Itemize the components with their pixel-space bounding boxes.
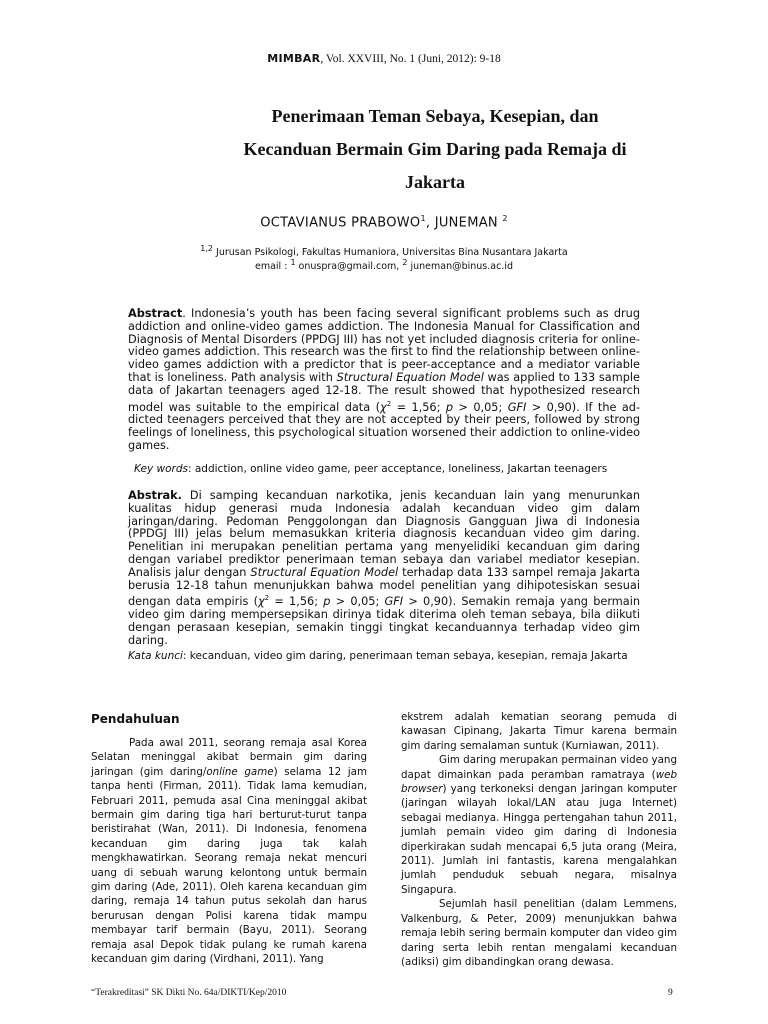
affiliation-marker: 1,2: [200, 244, 214, 253]
chi-symbol: χ: [257, 595, 265, 609]
body-text: Gim daring merupakan permainan video yang dapat dimainkan pada peramban ramatraya (: [401, 754, 677, 781]
abstract-text: > 0,90). If the ad-dicted teenagers perceived that they are not accepted by their peers, followed by strong feelings of loneliness, this psychological situation worsened their addiction to online-video games.: [128, 400, 641, 452]
kata-kunci-text: : kecanduan, video gim daring, penerimaan teman sebaya, kesepian, remaja Jakarta: [182, 650, 628, 662]
right-column: [401, 710, 677, 969]
p-symbol: p: [323, 595, 331, 609]
author-2-marker: 2: [502, 214, 508, 223]
body-paragraph: Sejumlah hasil penelitian (dalam Lemmens, Valkenburg, & Peter, 2009) menunjukkan bahwa remaja lebih sering bermain komputer dan video gim daring serta lebih rentan mengalami kecanduan (adiksi) gim dibandingkan orang dewasa.: [401, 898, 677, 968]
email-1[interactable]: onuspra@gmail.com,: [295, 261, 403, 273]
keywords-english: [134, 463, 646, 475]
abstrak-text: = 1,56;: [269, 595, 324, 609]
author-separator: ,: [425, 215, 435, 231]
gfi-symbol: GFI: [384, 595, 404, 609]
body-paragraph: [91, 736, 367, 967]
gfi-symbol: GFI: [507, 400, 527, 414]
body-italic: online game: [206, 765, 274, 778]
section-heading: Pendahuluan: [91, 712, 180, 726]
email-2-marker: 2: [402, 258, 408, 267]
left-column: [91, 736, 367, 967]
author-1: OCTAVIANUS PRABOWO: [260, 215, 421, 231]
page-number: 9: [668, 988, 673, 998]
abstrak-text: terhadap data 133 sampel remaja Jakarta berusia 12-18 tahun menunjukkan bahwa model penelitian yang dihipotesiskan sesuai dengan data empiris (: [128, 565, 641, 609]
body-text: ) selama 12 jam tanpa henti (Firman, 2011). Tidak lama kemudian, Februari 2011, pemuda asal Cina meninggal akibat bermain gim daring tiga hari berturut-turut tanpa beristirahat (Wan, 2011). Di Indonesia, fenomena kecanduan gim daring juga tak kalah mengkhawatirkan. Seorang remaja nekat mencuri uang di sebuah warung kelontong untuk bermain gim daring (Ade, 2011). Oleh karena kecanduan gim daring, remaja 14 tahun putus sekolah dan harus berurusan dengan Polisi karena tidak mampu membayar tarif bermain (Bayu, 2011). Seorang remaja asal Depok tidak pulang ke rumah karena kecanduan gim daring (Virdhani, 2011). Yang: [91, 765, 367, 966]
abstract-text: = 1,56;: [391, 400, 446, 414]
body-paragraph: [401, 753, 677, 897]
journal-name: MIMBAR: [267, 52, 321, 65]
email-1-marker: 1: [290, 258, 296, 267]
email-2[interactable]: juneman@binus.ac.id: [407, 261, 514, 273]
abstract-text: . Indonesia’s youth has been facing several significant problems such as drug addiction and online-video games addiction. The Indonesia Manual for Classification and Diagnosis of Mental Disorders (PPDGJ III) has not yet included diagnosis criteria for online-video games addiction. This research was the first to find the relationship between online-video games addiction with a predictor that is peer-acceptance and a mediator variable that is loneliness. Path analysis with: [128, 307, 640, 384]
email-label: email :: [254, 261, 291, 273]
body-text: Pada awal 2011, seorang remaja asal Korea Selatan meninggal akibat bermain gim daring jaringan (gim daring/: [91, 737, 367, 778]
keywords-label: Key words: [134, 463, 188, 475]
author-2: JUNEMAN: [434, 215, 498, 231]
abstrak-term-sem: Structural Equation Model: [250, 565, 399, 579]
p-symbol: p: [445, 400, 454, 414]
title-line-2: Kecanduan Bermain Gim Daring pada Remaja di: [243, 139, 627, 159]
author-1-marker: 1: [420, 214, 426, 223]
body-text: ) yang terkoneksi dengan jaringan komputer (jaringan wilayah lokal/LAN atau juga Internet) sebagai medianya. Hingga pertengahan tahun 2011, jumlah pemain video gim daring di Indonesia diperkirakan sudah mencapai 6,5 juta orang (Meira, 2011). Jumlah ini fantastis, karena mengalahkan jumlah penduduk sebuah negara, misalnya Singapura.: [401, 783, 677, 896]
accreditation-note: “Terakreditasi” SK Dikti No. 64a/DIKTI/Kep/2010: [91, 988, 287, 998]
abstrak-label: Abstrak.: [128, 489, 182, 502]
article-title: [200, 100, 670, 199]
body-italic: web browser: [401, 768, 677, 796]
journal-header: [0, 52, 768, 65]
affiliation-text: Jurusan Psikologi, Fakultas Humaniora, Universitas Bina Nusantara Jakarta: [213, 247, 568, 259]
abstract-term-sem: Structural Equation Model: [336, 370, 484, 384]
keywords-text: : addiction, online video game, peer acceptance, loneliness, Jakartan teenagers: [188, 463, 608, 475]
chi-symbol: χ: [380, 400, 387, 414]
chi-exponent: 2: [386, 399, 392, 408]
abstract-text: was applied to 133 sample data of Jakartan teenagers aged 12-18. The result showed that hypothesized research model was suitable to the empirical data (: [128, 370, 640, 414]
abstrak-text: > 0,90). Semakin remaja yang bermain video gim daring mempersepsikan dirinya tidak diterima oleh teman sebaya, bila diikuti dengan perasaan kesepian, semakin tinggi tingkat kecanduannya terhadap video gim daring.: [128, 595, 640, 647]
title-line-3: Jakarta: [405, 172, 465, 192]
body-paragraph: ekstrem adalah kematian seorang pemuda di kawasan Cipinang, Jakarta Timur karena bermain gim daring semalaman suntuk (Kurniawan, 2011).: [401, 711, 677, 752]
kata-kunci-label: Kata kunci: [128, 650, 183, 662]
chi-exponent: 2: [264, 594, 270, 603]
abstract-indonesian: [128, 490, 640, 647]
keywords-indonesian: [128, 650, 640, 662]
author-list: [0, 214, 768, 230]
abstract-english: [128, 308, 640, 453]
title-line-1: Penerimaan Teman Sebaya, Kesepian, dan: [271, 106, 599, 126]
author-emails: [0, 258, 768, 272]
abstrak-text: Di samping kecanduan narkotika, jenis kecanduan lain yang menurunkan kualitas hidup generasi muda Indonesia adalah kecanduan video gim dalam jaringan/daring. Pedoman Penggolongan dan Diagnosis Gangguan Jiwa di Indonesia (PPDGJ III) jelas belum memasukkan kriteria diagnosis kecanduan video gim daring. Penelitian ini merupakan penelitian pertama yang menyelidiki kecanduan gim daring dengan variabel prediktor penerimaan teman sebaya dan variabel mediator kesepian. Analisis jalur dengan: [128, 489, 640, 579]
journal-issue: , Vol. XXVIII, No. 1 (Juni, 2012): 9-18: [320, 53, 501, 65]
abstract-text: > 0,05;: [453, 400, 508, 414]
abstract-label: Abstract: [128, 307, 183, 320]
abstrak-text: > 0,05;: [330, 595, 385, 609]
affiliation: [0, 244, 768, 258]
